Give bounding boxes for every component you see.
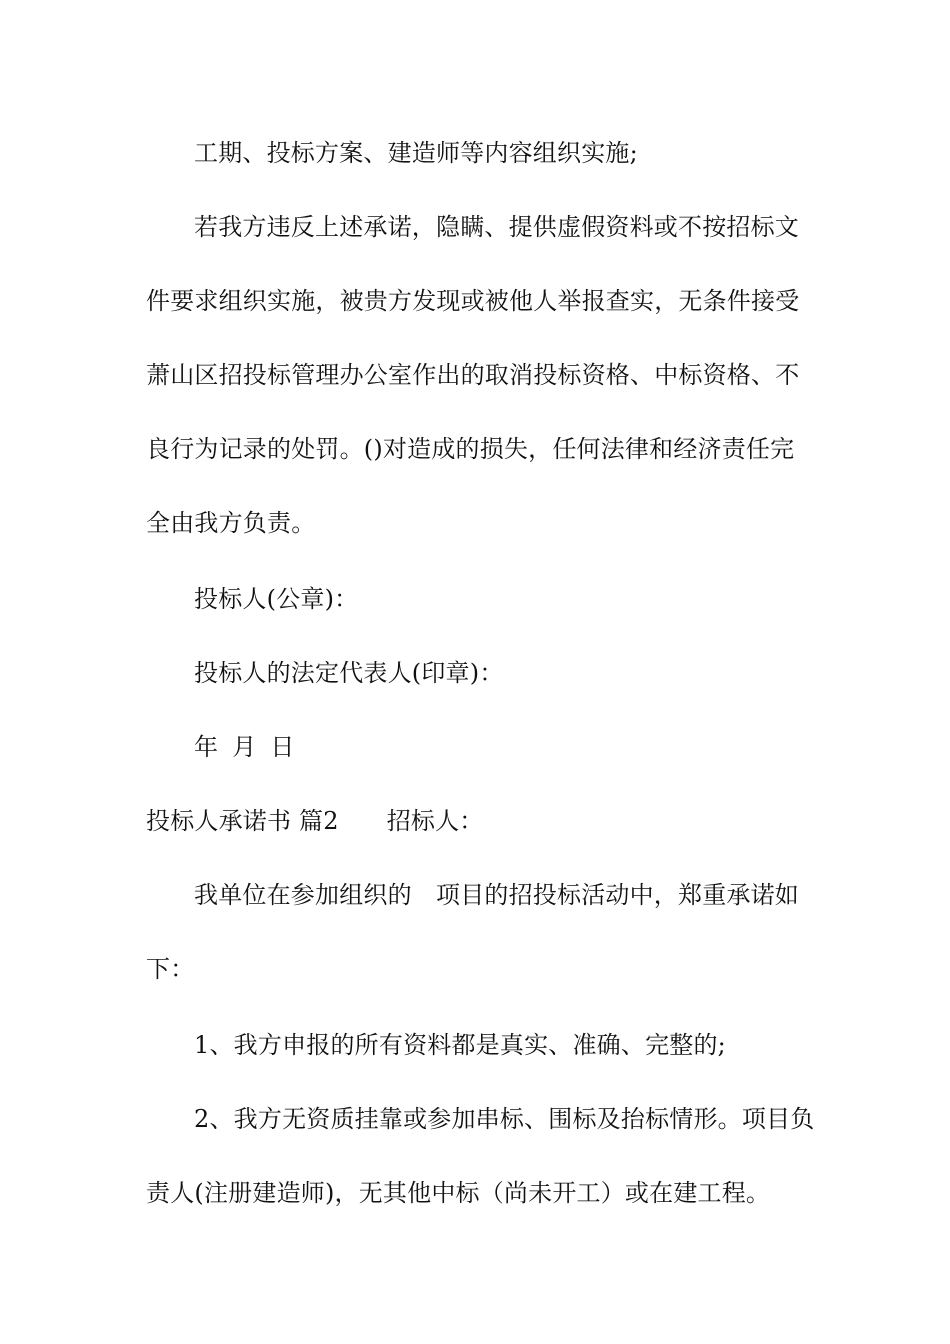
paragraph-line: 件要求组织实施，被贵方发现或被他人举报查实，无条件接受 <box>146 287 800 315</box>
legal-rep-seal-label: 投标人的法定代表人(印章)： <box>194 659 504 687</box>
date-month: 月 <box>232 733 257 761</box>
bidder-seal-label: 投标人(公章)： <box>194 585 359 613</box>
paragraph-line: 萧山区招投标管理办公室作出的取消投标资格、中标资格、不 <box>146 361 800 389</box>
section-heading <box>146 805 816 837</box>
list-item: 1、我方申报的所有资料都是真实、准确、完整的; <box>194 1031 726 1059</box>
paragraph-line: 工期、投标方案、建造师等内容组织实施; <box>194 139 638 167</box>
section-title: 投标人承诺书 篇2 <box>146 807 339 835</box>
list-item: 2、我方无资质挂靠或参加串标、围标及抬标情形。项目负 <box>194 1105 815 1133</box>
paragraph-line: 下： <box>146 955 195 983</box>
paragraph-line: 若我方违反上述承诺，隐瞒、提供虚假资料或不按招标文 <box>194 213 799 241</box>
list-item-continuation: 责人(注册建造师)，无其他中标（尚未开工）或在建工程。 <box>146 1179 771 1207</box>
paragraph-line: 良行为记录的处罚。()对造成的损失，任何法律和经济责任完 <box>146 435 795 463</box>
date-year: 年 <box>194 733 219 761</box>
paragraph-line: 全由我方负责。 <box>146 509 316 537</box>
section-recipient: 招标人： <box>386 807 484 835</box>
date-day: 日 <box>270 733 295 761</box>
date-line <box>194 731 816 763</box>
paragraph-line: 我单位在参加组织的 项目的招投标活动中，郑重承诺如 <box>194 881 799 909</box>
